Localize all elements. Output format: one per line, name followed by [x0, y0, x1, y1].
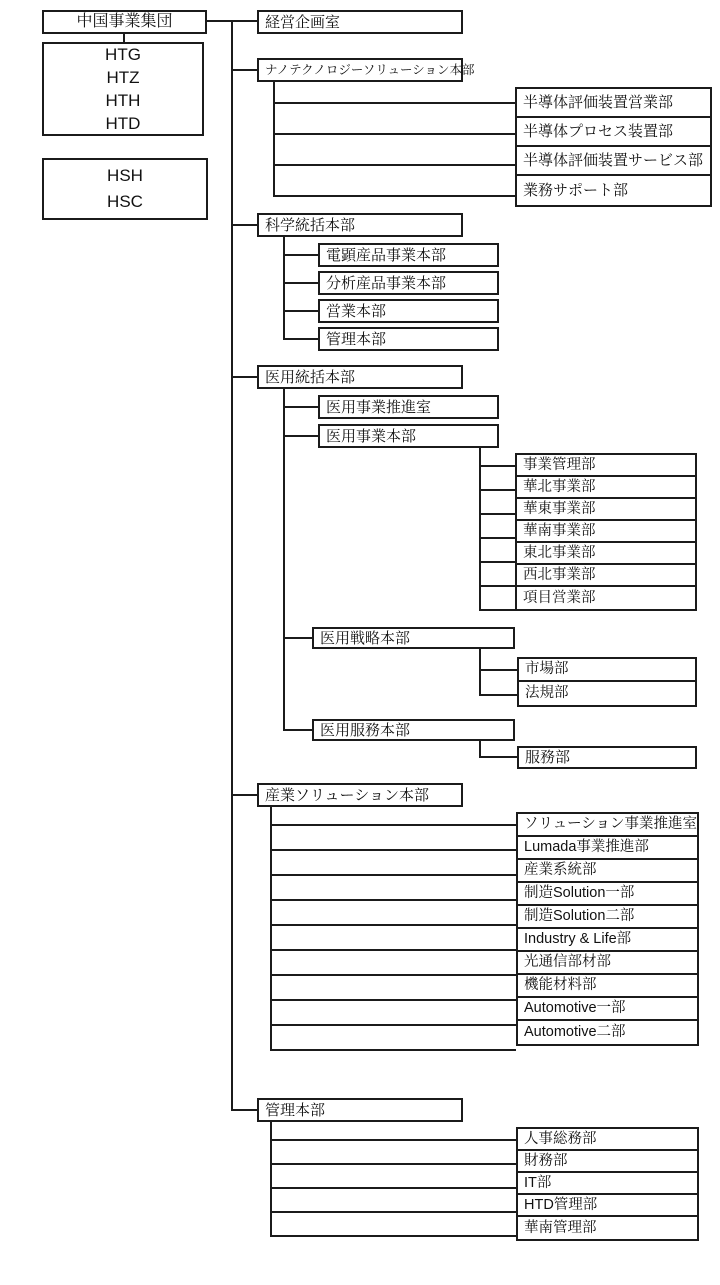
connector-trunk-line	[283, 389, 285, 731]
connector-branch-line	[283, 729, 312, 731]
dept-row: 制造Solution一部	[518, 883, 697, 906]
box-subsidiary-group-1	[42, 42, 204, 136]
connector-branch-line	[270, 849, 516, 851]
connector-branch-line	[479, 585, 515, 587]
connector-branch-line	[270, 999, 516, 1001]
dept-row: 事業管理部	[517, 455, 695, 477]
dept-box-admin-hq: 管理本部	[318, 327, 499, 351]
connector-branch-line	[479, 609, 515, 611]
connector-branch-line	[231, 794, 257, 796]
connector-trunk-line	[270, 807, 272, 1051]
connector-branch-line	[270, 1187, 516, 1189]
connector-branch-line	[479, 465, 515, 467]
dept-row: HTD管理部	[518, 1195, 697, 1217]
dept-row: 人事総務部	[518, 1129, 697, 1151]
dept-box-medical-promotion-office: 医用事業推進室	[318, 395, 499, 419]
connector-branch-line	[479, 756, 517, 758]
dept-row: 華南管理部	[524, 1219, 597, 1236]
dept-row: Industry & Life部	[518, 929, 697, 952]
subsidiary-label: HTD	[105, 114, 141, 133]
dept-row: 業務サポート部	[523, 182, 629, 199]
dept-box-medical-service-hq: 医用服務本部	[312, 719, 515, 741]
division-box-nanotech-solution: ナノテクノロジーソリューション本部	[257, 58, 463, 82]
dept-row: Lumada事業推進部	[518, 837, 697, 860]
dept-row: 法規部	[525, 685, 569, 702]
dept-row: 西北事業部	[517, 565, 695, 587]
connector-branch-line	[270, 1139, 516, 1141]
connector-branch-line	[283, 310, 318, 312]
connector-branch-line	[270, 1163, 516, 1165]
connector-branch-line	[273, 102, 515, 104]
connector-trunk-line	[479, 649, 481, 696]
subsidiary-label: HTH	[105, 91, 141, 110]
connector-branch-line	[273, 195, 515, 197]
dept-row: 産業系統部	[518, 860, 697, 883]
connector-trunk-line	[231, 20, 233, 1111]
dept-row: 機能材料部	[518, 975, 697, 998]
connector-branch-line	[479, 694, 517, 696]
connector-branch-line	[270, 1049, 516, 1051]
dept-box-medical-business-hq: 医用事業本部	[318, 424, 499, 448]
connector-branch-line	[283, 338, 318, 340]
org-box-root: 中国事業集団	[42, 10, 207, 34]
division-box-industry-solution: 産業ソリューション本部	[257, 783, 463, 807]
connector-branch-line	[283, 282, 318, 284]
dept-row: Automotive一部	[518, 998, 697, 1021]
subsidiary-label: HSC	[107, 192, 143, 211]
connector-branch-line	[283, 435, 318, 437]
subsidiary-label: HTZ	[106, 68, 140, 87]
connector-branch-line	[283, 254, 318, 256]
dept-group-medical-strategy	[517, 657, 697, 707]
connector-branch-line	[479, 669, 517, 671]
division-box-medical: 医用統括本部	[257, 365, 463, 389]
dept-row: IT部	[518, 1173, 697, 1195]
connector-branch-line	[270, 824, 516, 826]
connector-branch-line	[273, 164, 515, 166]
connector-trunk-line	[273, 82, 275, 197]
connector-trunk-line	[283, 237, 285, 340]
connector-branch-line	[283, 637, 312, 639]
dept-row: 光通信部材部	[518, 952, 697, 975]
dept-box-sales-hq: 営業本部	[318, 299, 499, 323]
connector-branch-line	[270, 1211, 516, 1213]
dept-row: 半導体評価装置営業部	[517, 89, 710, 118]
dept-row: ソリューション事業推進室	[518, 814, 697, 837]
dept-row: 項目営業部	[523, 589, 596, 606]
connector-branch-line	[270, 899, 516, 901]
dept-row: 華東事業部	[517, 499, 695, 521]
division-box-corporate-planning: 経営企画室	[257, 10, 463, 34]
dept-box-medical-strategy-hq: 医用戦略本部	[312, 627, 515, 649]
dept-row: 市場部	[519, 659, 695, 682]
dept-group-nanotech	[515, 87, 712, 207]
dept-box-electron-products: 電顕産品事業本部	[318, 243, 499, 267]
connector-branch-line	[231, 224, 257, 226]
connector-branch-line	[479, 489, 515, 491]
dept-row: 華北事業部	[517, 477, 695, 499]
connector-branch-line	[273, 133, 515, 135]
connector-branch-line	[479, 561, 515, 563]
connector-branch-line	[123, 33, 125, 42]
connector-branch-line	[283, 406, 318, 408]
dept-row: 華南事業部	[517, 521, 695, 543]
dept-row: 財務部	[518, 1151, 697, 1173]
division-box-science: 科学統括本部	[257, 213, 463, 237]
connector-branch-line	[479, 513, 515, 515]
connector-branch-line	[231, 69, 257, 71]
connector-branch-line	[270, 1235, 516, 1237]
dept-row: Automotive二部	[524, 1024, 626, 1041]
dept-group-industry-solution	[516, 812, 699, 1046]
division-box-admin: 管理本部	[257, 1098, 463, 1122]
dept-group-medical-business	[515, 453, 697, 611]
subsidiary-label: HSH	[107, 166, 143, 185]
dept-group-admin	[516, 1127, 699, 1241]
connector-branch-line	[231, 376, 257, 378]
connector-branch-line	[479, 537, 515, 539]
dept-box-service: 服務部	[517, 746, 697, 769]
dept-row: 半導体評価装置サービス部	[517, 147, 710, 176]
dept-row: 制造Solution二部	[518, 906, 697, 929]
connector-branch-line	[231, 1109, 257, 1111]
subsidiary-label: HTG	[105, 45, 141, 64]
connector-branch-line	[270, 949, 516, 951]
connector-branch-line	[270, 924, 516, 926]
dept-box-analysis-products: 分析産品事業本部	[318, 271, 499, 295]
dept-row: 半導体プロセス装置部	[517, 118, 710, 147]
box-subsidiary-group-2	[42, 158, 208, 220]
dept-row: 東北事業部	[517, 543, 695, 565]
connector-branch-line	[270, 1024, 516, 1026]
connector-branch-line	[270, 874, 516, 876]
connector-branch-line	[270, 974, 516, 976]
